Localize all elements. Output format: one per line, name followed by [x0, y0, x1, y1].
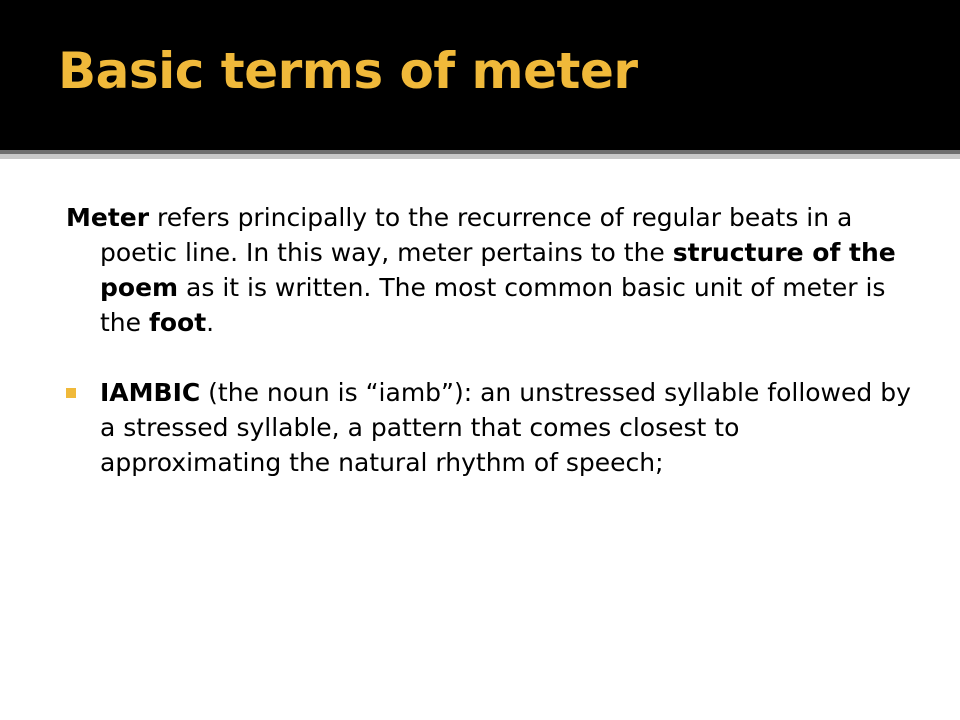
title-divider-shadow — [0, 154, 960, 159]
bullet-item-iambic — [66, 375, 926, 480]
slide-title: Basic terms of meter — [58, 42, 638, 100]
foot-term: foot — [148, 308, 207, 337]
definition-text-1: refers principally to the recurrence of regular beats in a poetic line. In this way, meter pertains to the — [100, 203, 853, 267]
structure-emphasis: structure of the poem — [100, 238, 896, 302]
slide-body — [66, 200, 926, 480]
definition-text-3: . — [206, 308, 215, 337]
title-bar — [0, 0, 960, 150]
iambic-definition: (the noun is “iamb”): an unstressed syllable followed by a stressed syllable, a pattern that comes closest to approximating the natural rhythm of speech; — [100, 378, 911, 477]
iambic-term: IAMBIC — [100, 378, 201, 407]
meter-term: Meter — [66, 203, 150, 232]
definition-text-2: as it is written. The most common basic unit of meter is the — [100, 273, 886, 337]
meter-definition — [66, 200, 926, 340]
square-bullet-icon — [66, 388, 76, 398]
